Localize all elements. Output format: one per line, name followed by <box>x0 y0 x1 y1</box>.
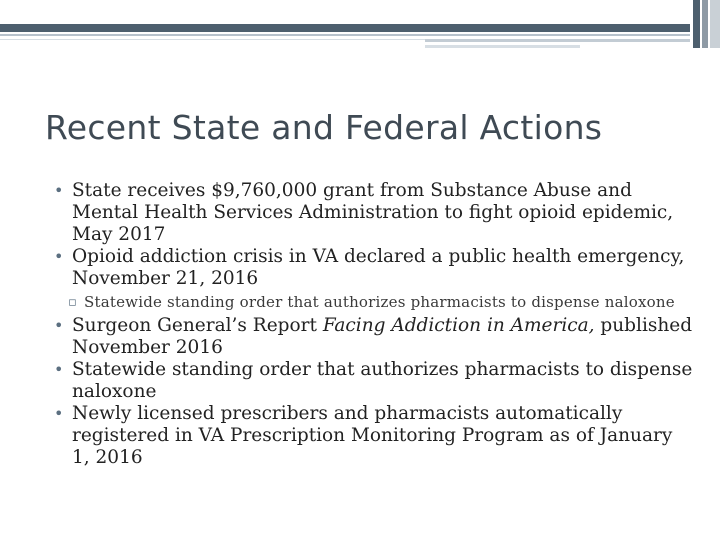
sub-bullet-item: ▫ Statewide standing order that authorizes pharmacists to dispense naloxone <box>68 294 694 311</box>
bullet-list <box>54 180 694 290</box>
sub-bullet-list <box>68 294 694 311</box>
corner-stripe-dark <box>693 0 700 48</box>
bullet-item: • State receives $9,760,000 grant from Substance Abuse and Mental Health Services Administration to fight opioid epidemic, May 2017 <box>54 180 694 246</box>
slide-body <box>54 180 694 469</box>
top-accent-line <box>0 34 690 36</box>
report-title: Facing Addiction in America, <box>322 315 595 336</box>
corner-stripe-mid <box>702 0 708 48</box>
top-accent-bar <box>0 24 690 32</box>
top-accent-segment <box>425 39 690 42</box>
slide-title: Recent State and Federal Actions <box>45 108 603 147</box>
corner-stripe-light <box>710 0 720 48</box>
top-accent-segment-short <box>425 45 580 48</box>
bullet-item: • Newly licensed prescribers and pharmacists automatically registered in VA Prescription Monitoring Program as of January 1, 2016 <box>54 403 694 469</box>
bullet-item <box>54 315 694 359</box>
bullet-text: Opioid addiction crisis in VA declared a public health emergency, November 21, 2016 <box>72 246 685 289</box>
bullet-list-continued <box>54 315 694 469</box>
bullet-text-post: published November 2016 <box>72 315 693 358</box>
bullet-item <box>54 246 694 290</box>
bullet-text-pre: Surgeon General’s Report <box>72 315 323 336</box>
bullet-item: • Statewide standing order that authorizes pharmacists to dispense naloxone <box>54 359 694 403</box>
